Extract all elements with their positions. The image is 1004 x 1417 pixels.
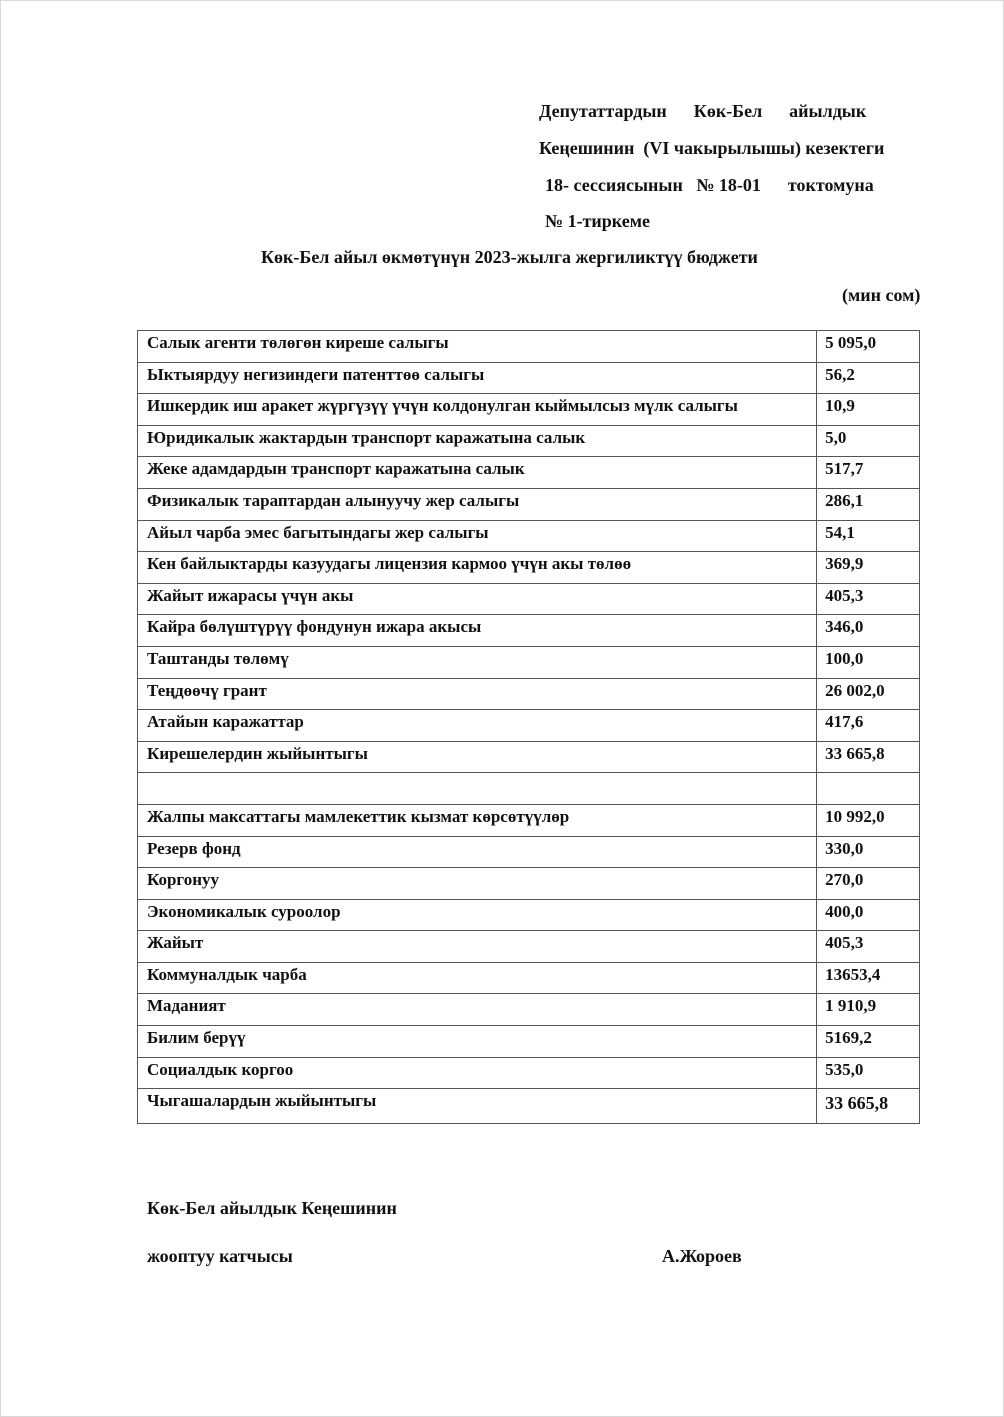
row-value: 13653,4 bbox=[817, 962, 920, 994]
row-label: Атайын каражаттар bbox=[138, 710, 817, 742]
row-label: Кен байлыктарды казуудагы лицензия кармоо үчүн акы төлөө bbox=[138, 552, 817, 584]
row-value: 54,1 bbox=[817, 520, 920, 552]
row-label: Жайыт ижарасы үчүн акы bbox=[138, 583, 817, 615]
row-value: 1 910,9 bbox=[817, 994, 920, 1026]
table-row bbox=[138, 962, 920, 994]
page-title: Көк-Бел айыл өкмөтүнүн 2023-жылга жергиликтүү бюджети bbox=[261, 247, 758, 267]
row-value: 10 992,0 bbox=[817, 804, 920, 836]
row-label: Билим берүү bbox=[138, 1026, 817, 1058]
row-value: 330,0 bbox=[817, 836, 920, 868]
row-label: Коргонуу bbox=[138, 868, 817, 900]
table-row bbox=[138, 678, 920, 710]
table-row bbox=[138, 741, 920, 773]
signature-title-line-2: жооптуу катчысы bbox=[147, 1246, 293, 1266]
row-value: 405,3 bbox=[817, 931, 920, 963]
table-row bbox=[138, 899, 920, 931]
row-value: 400,0 bbox=[817, 899, 920, 931]
row-label: Жеке адамдардын транспорт каражатына салык bbox=[138, 457, 817, 489]
table-row bbox=[138, 931, 920, 963]
row-value: 535,0 bbox=[817, 1057, 920, 1089]
row-value: 10,9 bbox=[817, 394, 920, 426]
table-row bbox=[138, 425, 920, 457]
row-value: 26 002,0 bbox=[817, 678, 920, 710]
table-row bbox=[138, 1057, 920, 1089]
row-value bbox=[817, 773, 920, 805]
row-value: 5 095,0 bbox=[817, 331, 920, 363]
row-value: 56,2 bbox=[817, 362, 920, 394]
row-value: 33 665,8 bbox=[817, 741, 920, 773]
header-line-2: Кеңешинин (VI чакырылышы) кезектеги bbox=[539, 138, 885, 158]
row-value: 369,9 bbox=[817, 552, 920, 584]
row-label: Маданият bbox=[138, 994, 817, 1026]
row-label: Чыгашалардын жыйынтыгы bbox=[138, 1089, 817, 1124]
table-row bbox=[138, 552, 920, 584]
budget-table-body bbox=[138, 331, 920, 1124]
row-value: 405,3 bbox=[817, 583, 920, 615]
row-label: Социалдык коргоо bbox=[138, 1057, 817, 1089]
row-value: 270,0 bbox=[817, 868, 920, 900]
header-line-1: Депутаттардын Көк-Бел айылдык bbox=[539, 101, 867, 121]
table-row bbox=[138, 836, 920, 868]
header-line-3: 18- сессиясынын № 18-01 токтомуна bbox=[545, 175, 874, 195]
row-label: Жайыт bbox=[138, 931, 817, 963]
row-label: Таштанды төлөмү bbox=[138, 646, 817, 678]
row-value: 5,0 bbox=[817, 425, 920, 457]
row-value: 286,1 bbox=[817, 488, 920, 520]
signature-title-line-1: Көк-Бел айылдык Кеңешинин bbox=[147, 1198, 397, 1218]
row-label: Теңдөөчү грант bbox=[138, 678, 817, 710]
row-label: Юридикалык жактардын транспорт каражатына салык bbox=[138, 425, 817, 457]
row-value: 417,6 bbox=[817, 710, 920, 742]
row-value: 346,0 bbox=[817, 615, 920, 647]
row-label: Жалпы максаттагы мамлекеттик кызмат көрсөтүүлөр bbox=[138, 804, 817, 836]
row-value: 517,7 bbox=[817, 457, 920, 489]
table-row bbox=[138, 1026, 920, 1058]
row-label: Физикалык тараптардан алынуучу жер салыгы bbox=[138, 488, 817, 520]
table-row bbox=[138, 615, 920, 647]
table-row bbox=[138, 773, 920, 805]
table-row bbox=[138, 1089, 920, 1124]
table-row bbox=[138, 362, 920, 394]
row-value: 5169,2 bbox=[817, 1026, 920, 1058]
row-label: Кайра бөлүштүрүү фондунун ижара акысы bbox=[138, 615, 817, 647]
row-value: 33 665,8 bbox=[817, 1089, 920, 1124]
row-label: Резерв фонд bbox=[138, 836, 817, 868]
signer-name: А.Жороев bbox=[662, 1246, 742, 1266]
table-row bbox=[138, 868, 920, 900]
table-row bbox=[138, 804, 920, 836]
table-row bbox=[138, 457, 920, 489]
row-label bbox=[138, 773, 817, 805]
row-label: Айыл чарба эмес багытындагы жер салыгы bbox=[138, 520, 817, 552]
row-value: 100,0 bbox=[817, 646, 920, 678]
table-row bbox=[138, 646, 920, 678]
row-label: Салык агенти төлөгөн киреше салыгы bbox=[138, 331, 817, 363]
table-row bbox=[138, 520, 920, 552]
table-row bbox=[138, 331, 920, 363]
budget-table bbox=[137, 330, 920, 1124]
table-row bbox=[138, 488, 920, 520]
table-row bbox=[138, 583, 920, 615]
row-label: Ишкердик иш аракет жүргүзүү үчүн колдонулган кыймылсыз мүлк салыгы bbox=[138, 394, 817, 426]
table-row bbox=[138, 394, 920, 426]
table-row bbox=[138, 994, 920, 1026]
row-label: Кирешелердин жыйынтыгы bbox=[138, 741, 817, 773]
table-row bbox=[138, 710, 920, 742]
row-label: Экономикалык суроолор bbox=[138, 899, 817, 931]
row-label: Коммуналдык чарба bbox=[138, 962, 817, 994]
unit-label: (мин сом) bbox=[842, 285, 921, 305]
header-line-4: № 1-тиркеме bbox=[545, 211, 650, 231]
row-label: Ыктыярдуу негизиндеги патенттөө салыгы bbox=[138, 362, 817, 394]
